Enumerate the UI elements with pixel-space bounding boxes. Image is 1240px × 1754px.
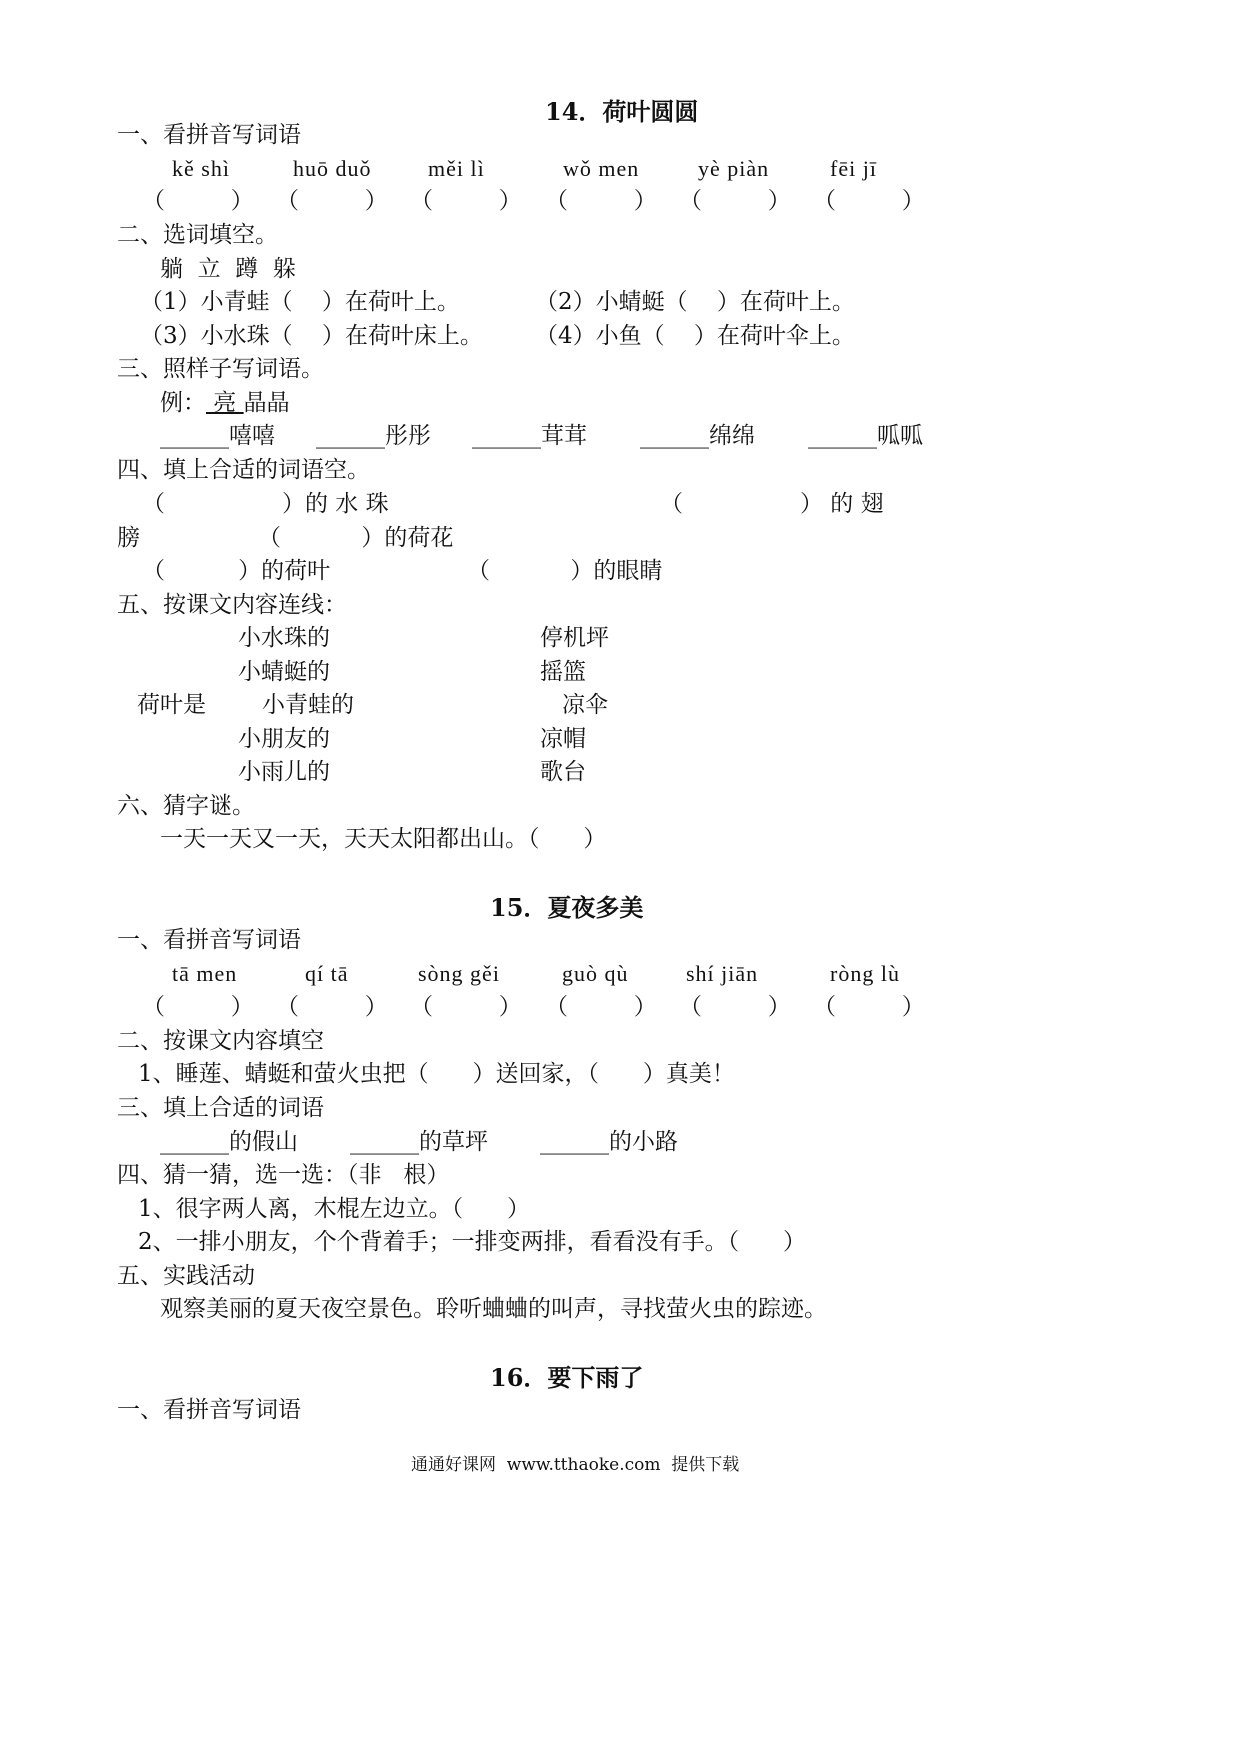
l15-word-item-3[interactable]: ______的小路 <box>540 1129 678 1155</box>
l14-section-3-heading: 三、照样子写词语。 <box>117 356 324 382</box>
l15-section-3-heading: 三、填上合适的词语 <box>117 1095 324 1121</box>
match-right-3[interactable]: 凉伞 <box>562 692 608 718</box>
l15-guess-question-2[interactable]: 2、一排小朋友，个个背着手；一排变两排，看看没有手。（ ） <box>138 1229 806 1255</box>
l15-fill-question-1[interactable]: 1、睡莲、蜻蜓和萤火虫把（ ）送回家，（ ）真美！ <box>138 1061 735 1087</box>
l14-fill-question-3[interactable]: （3）小水珠（ ）在荷叶床上。 <box>140 323 483 349</box>
l15-pinyin-3: sòng gěi <box>418 961 500 986</box>
l15-answer-bracket-5[interactable]: （ ） <box>679 994 791 1020</box>
l14-fill-question-1[interactable]: （1）小青蛙（ ）在荷叶上。 <box>140 289 460 315</box>
lesson-16-title: 16．要下雨了 <box>490 1363 644 1392</box>
l14-section-5-heading: 五、按课文内容连线： <box>117 592 347 618</box>
l14-word-choices: 躺 立 蹲 躲 <box>160 256 296 282</box>
l14-pinyin-4: wǒ men <box>563 156 640 181</box>
l14-answer-bracket-1[interactable]: （ ） <box>142 188 254 214</box>
match-prefix: 荷叶是 <box>137 692 206 718</box>
l14-answer-bracket-3[interactable]: （ ） <box>410 188 522 214</box>
match-right-2[interactable]: 摇篮 <box>540 659 586 685</box>
l15-answer-bracket-6[interactable]: （ ） <box>813 994 925 1020</box>
l14-answer-bracket-2[interactable]: （ ） <box>276 188 388 214</box>
match-right-4[interactable]: 凉帽 <box>540 726 586 752</box>
match-left-2[interactable]: 小蜻蜓的 <box>238 659 330 685</box>
l14-pattern-item-5[interactable]: ______呱呱 <box>808 423 923 449</box>
match-left-3[interactable]: 小青蛙的 <box>262 692 354 718</box>
l14-pattern-item-1[interactable]: ______嘻嘻 <box>160 423 275 449</box>
l15-pinyin-5: shí jiān <box>686 961 759 986</box>
l14-adj-fill-5[interactable]: （ ）的眼睛 <box>467 558 663 584</box>
l14-section-4-heading: 四、填上合适的词语空。 <box>117 457 370 483</box>
l14-fill-question-2[interactable]: （2）小蜻蜓（ ）在荷叶上。 <box>535 289 855 315</box>
l14-pinyin-2: huō duǒ <box>293 156 372 181</box>
l15-pinyin-4: guò qù <box>562 961 629 986</box>
l14-adj-fill-3[interactable]: （ ）的荷花 <box>258 525 454 551</box>
l15-word-item-1[interactable]: ______的假山 <box>160 1129 298 1155</box>
l15-word-item-2[interactable]: ______的草坪 <box>350 1129 488 1155</box>
l14-answer-bracket-4[interactable]: （ ） <box>545 188 657 214</box>
l14-example <box>160 392 290 415</box>
l14-section-2-heading: 二、选词填空。 <box>117 222 278 248</box>
l14-adj-fill-2-cont: 膀 <box>117 525 140 551</box>
l14-pattern-item-3[interactable]: ______茸茸 <box>472 423 587 449</box>
l14-pattern-item-4[interactable]: ______绵绵 <box>640 423 755 449</box>
l15-answer-bracket-3[interactable]: （ ） <box>410 994 522 1020</box>
match-left-4[interactable]: 小朋友的 <box>238 726 330 752</box>
l16-section-1-heading: 一、看拼音写词语 <box>117 1397 301 1423</box>
l15-section-5-heading: 五、实践活动 <box>117 1263 255 1289</box>
example-prefix: 例： <box>160 390 206 416</box>
example-fill: 亮 <box>206 390 244 416</box>
l15-pinyin-2: qí tā <box>305 961 349 986</box>
l15-pinyin-1: tā men <box>172 961 238 986</box>
match-left-5[interactable]: 小雨儿的 <box>238 759 330 785</box>
l14-pattern-item-2[interactable]: ______彤彤 <box>316 423 431 449</box>
match-right-5[interactable]: 歌台 <box>540 759 586 785</box>
l14-fill-question-4[interactable]: （4）小鱼（ ）在荷叶伞上。 <box>535 323 855 349</box>
l15-section-4-heading: 四、猜一猜，选一选：（非 根） <box>117 1162 450 1188</box>
l14-section-1-heading: 一、看拼音写词语 <box>117 122 301 148</box>
l14-riddle[interactable]: 一天一天又一天，天天太阳都出山。（ ） <box>160 826 607 852</box>
l14-answer-bracket-6[interactable]: （ ） <box>813 188 925 214</box>
match-right-1[interactable]: 停机坪 <box>540 625 609 651</box>
l14-pinyin-1: kě shì <box>172 156 230 181</box>
l15-section-2-heading: 二、按课文内容填空 <box>117 1028 324 1054</box>
l14-adj-fill-1[interactable]: （ ）的 水 珠 <box>142 491 389 517</box>
lesson-14-title: 14．荷叶圆圆 <box>545 97 699 126</box>
match-left-1[interactable]: 小水珠的 <box>238 625 330 651</box>
l15-activity-text: 观察美丽的夏天夜空景色。聆听蛐蛐的叫声，寻找萤火虫的踪迹。 <box>160 1296 827 1322</box>
l14-pinyin-5: yè piàn <box>698 156 770 181</box>
page-footer: 通通好课网 www.tthaoke.com 提供下载 <box>411 1455 740 1475</box>
l14-pinyin-3: měi lì <box>428 156 485 181</box>
example-suffix: 晶晶 <box>243 390 290 416</box>
l15-guess-question-1[interactable]: 1、很字两人离，木棍左边立。（ ） <box>138 1196 530 1222</box>
l14-answer-bracket-5[interactable]: （ ） <box>679 188 791 214</box>
l15-answer-bracket-1[interactable]: （ ） <box>142 994 254 1020</box>
l14-section-6-heading: 六、猜字谜。 <box>117 793 255 819</box>
l14-adj-fill-2[interactable]: （ ） 的 翅 <box>660 491 884 517</box>
lesson-15-title: 15．夏夜多美 <box>490 893 644 922</box>
l15-section-1-heading: 一、看拼音写词语 <box>117 927 301 953</box>
l14-pinyin-6: fēi jī <box>830 156 877 181</box>
l14-adj-fill-4[interactable]: （ ）的荷叶 <box>142 558 331 584</box>
l15-pinyin-6: ròng lù <box>830 961 900 986</box>
l15-answer-bracket-2[interactable]: （ ） <box>276 994 388 1020</box>
l15-answer-bracket-4[interactable]: （ ） <box>545 994 657 1020</box>
